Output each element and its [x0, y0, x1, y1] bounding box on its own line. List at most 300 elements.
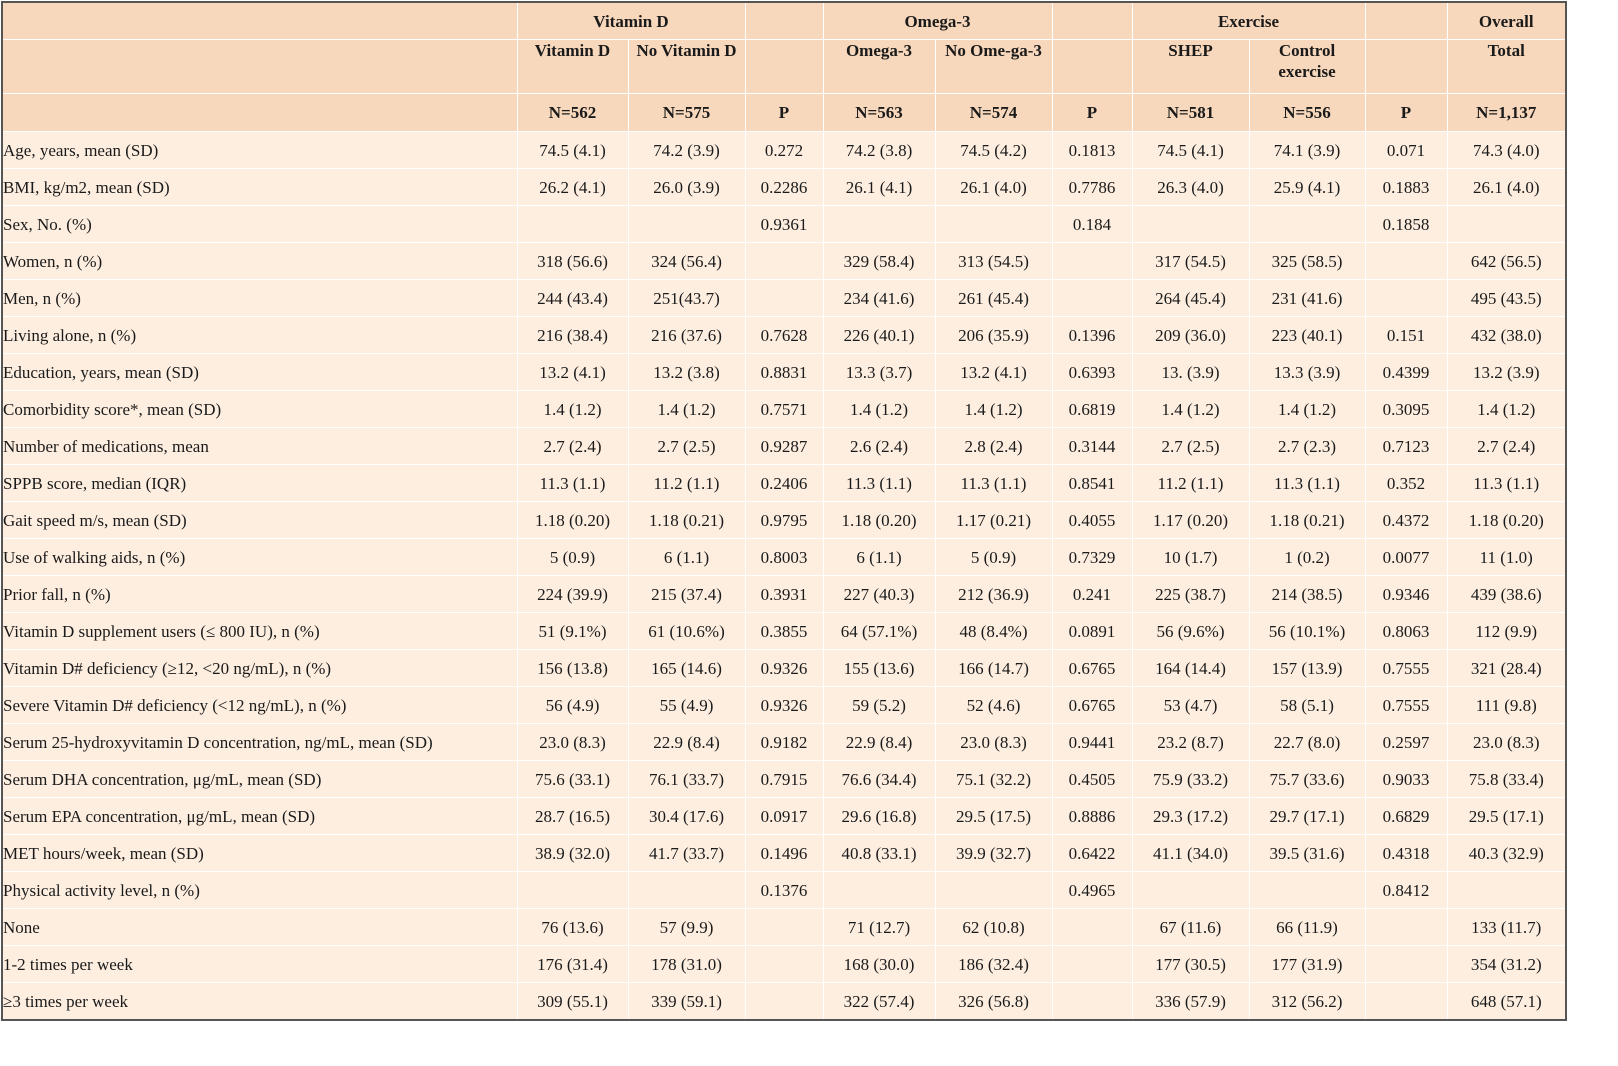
table-row	[2, 465, 1566, 502]
table-cell: 2.7 (2.5)	[1132, 428, 1249, 465]
p-value-cell: 0.8063	[1365, 613, 1447, 650]
row-label: Living alone, n (%)	[2, 317, 517, 354]
header-blank-cell	[745, 40, 823, 94]
table-cell	[823, 206, 935, 243]
p-value-cell	[1052, 946, 1132, 983]
p-value-cell: 0.9346	[1365, 576, 1447, 613]
table-cell: 53 (4.7)	[1132, 687, 1249, 724]
table-cell: 317 (54.5)	[1132, 243, 1249, 280]
table-cell: 11.3 (1.1)	[935, 465, 1052, 502]
table-row	[2, 687, 1566, 724]
table-cell: 74.5 (4.1)	[1132, 132, 1249, 169]
table-cell	[1132, 872, 1249, 909]
table-row	[2, 946, 1566, 983]
table-cell: 215 (37.4)	[628, 576, 745, 613]
table-cell: 224 (39.9)	[517, 576, 628, 613]
p-value-cell: 0.8831	[745, 354, 823, 391]
table-row	[2, 909, 1566, 946]
table-cell: 23.2 (8.7)	[1132, 724, 1249, 761]
p-value-cell: 0.0077	[1365, 539, 1447, 576]
table-cell: 216 (38.4)	[517, 317, 628, 354]
baseline-characteristics-table	[1, 1, 1567, 1021]
table-cell: 39.5 (31.6)	[1249, 835, 1365, 872]
table-cell: 1.4 (1.2)	[1249, 391, 1365, 428]
table-row	[2, 724, 1566, 761]
table-cell: 67 (11.6)	[1132, 909, 1249, 946]
p-value-cell	[1365, 243, 1447, 280]
table-cell: 648 (57.1)	[1447, 983, 1566, 1021]
table-row	[2, 391, 1566, 428]
table-cell: 40.3 (32.9)	[1447, 835, 1566, 872]
p-value-cell	[1365, 946, 1447, 983]
p-value-cell: 0.4399	[1365, 354, 1447, 391]
table-cell: 157 (13.9)	[1249, 650, 1365, 687]
table-cell: 55 (4.9)	[628, 687, 745, 724]
table-cell: 1.17 (0.20)	[1132, 502, 1249, 539]
row-label: Serum 25-hydroxyvitamin D concentration, ng/mL, mean (SD)	[2, 724, 517, 761]
p-value-cell: 0.3144	[1052, 428, 1132, 465]
table-cell: 212 (36.9)	[935, 576, 1052, 613]
header-group-row	[2, 2, 1566, 40]
p-value-cell: 0.9361	[745, 206, 823, 243]
table-row	[2, 428, 1566, 465]
table-cell: 2.8 (2.4)	[935, 428, 1052, 465]
header-blank-cell	[1052, 2, 1132, 40]
row-label: None	[2, 909, 517, 946]
table-cell: 322 (57.4)	[823, 983, 935, 1021]
p-value-cell: 0.9326	[745, 650, 823, 687]
table-cell: 26.1 (4.1)	[823, 169, 935, 206]
header-blank-cell	[1365, 40, 1447, 94]
p-value-cell: 0.9182	[745, 724, 823, 761]
subheader-omega-3: Omega-3	[823, 40, 935, 94]
table-cell: 1.18 (0.20)	[823, 502, 935, 539]
table-row	[2, 798, 1566, 835]
table-cell: 13. (3.9)	[1132, 354, 1249, 391]
table-cell: 2.7 (2.5)	[628, 428, 745, 465]
table-cell: 74.5 (4.1)	[517, 132, 628, 169]
header-corner-cell	[2, 94, 517, 132]
p-value-cell: 0.7628	[745, 317, 823, 354]
table-cell: 166 (14.7)	[935, 650, 1052, 687]
table-header	[2, 2, 1566, 132]
table-cell: 225 (38.7)	[1132, 576, 1249, 613]
table-cell: 41.7 (33.7)	[628, 835, 745, 872]
table-cell: 41.1 (34.0)	[1132, 835, 1249, 872]
table-cell: 261 (45.4)	[935, 280, 1052, 317]
table-cell: 354 (31.2)	[1447, 946, 1566, 983]
p-value-cell: 0.4505	[1052, 761, 1132, 798]
header-subgroup-row	[2, 40, 1566, 94]
table-row	[2, 613, 1566, 650]
table-cell: 22.9 (8.4)	[628, 724, 745, 761]
row-label: Use of walking aids, n (%)	[2, 539, 517, 576]
table-cell: 56 (9.6%)	[1132, 613, 1249, 650]
table-cell: 23.0 (8.3)	[935, 724, 1052, 761]
p-value-cell: 0.3855	[745, 613, 823, 650]
table-cell: 133 (11.7)	[1447, 909, 1566, 946]
p-value-cell: 0.4372	[1365, 502, 1447, 539]
table-cell: 1.4 (1.2)	[628, 391, 745, 428]
table-cell: 66 (11.9)	[1249, 909, 1365, 946]
table-cell: 1.4 (1.2)	[935, 391, 1052, 428]
table-cell: 39.9 (32.7)	[935, 835, 1052, 872]
n-cell: N=1,137	[1447, 94, 1566, 132]
table-cell: 231 (41.6)	[1249, 280, 1365, 317]
table-cell: 22.7 (8.0)	[1249, 724, 1365, 761]
table-cell: 1 (0.2)	[1249, 539, 1365, 576]
header-blank-cell	[1365, 2, 1447, 40]
row-label: Serum DHA concentration, μg/mL, mean (SD)	[2, 761, 517, 798]
table-cell: 1.4 (1.2)	[517, 391, 628, 428]
table-cell: 176 (31.4)	[517, 946, 628, 983]
p-value-cell: 0.184	[1052, 206, 1132, 243]
p-value-cell: 0.7915	[745, 761, 823, 798]
p-value-cell: 0.6819	[1052, 391, 1132, 428]
table-row	[2, 502, 1566, 539]
table-cell: 74.2 (3.8)	[823, 132, 935, 169]
table-cell: 75.7 (33.6)	[1249, 761, 1365, 798]
table-row	[2, 132, 1566, 169]
table-cell: 2.7 (2.4)	[517, 428, 628, 465]
table-cell: 57 (9.9)	[628, 909, 745, 946]
header-n-row	[2, 94, 1566, 132]
table-cell: 339 (59.1)	[628, 983, 745, 1021]
p-value-cell	[745, 280, 823, 317]
table-cell: 13.2 (4.1)	[517, 354, 628, 391]
n-cell: N=562	[517, 94, 628, 132]
table-cell: 156 (13.8)	[517, 650, 628, 687]
table-cell	[935, 206, 1052, 243]
table-cell: 23.0 (8.3)	[1447, 724, 1566, 761]
table-cell: 74.5 (4.2)	[935, 132, 1052, 169]
table-cell: 75.9 (33.2)	[1132, 761, 1249, 798]
table-cell: 177 (30.5)	[1132, 946, 1249, 983]
table-cell: 313 (54.5)	[935, 243, 1052, 280]
p-value-cell	[745, 909, 823, 946]
p-value-cell: 0.241	[1052, 576, 1132, 613]
table-cell: 25.9 (4.1)	[1249, 169, 1365, 206]
table-cell: 186 (32.4)	[935, 946, 1052, 983]
table-cell: 318 (56.6)	[517, 243, 628, 280]
subheader-no-vitamin-d: No Vitamin D	[628, 40, 745, 94]
table-cell: 61 (10.6%)	[628, 613, 745, 650]
table-cell	[823, 872, 935, 909]
table-cell	[1447, 206, 1566, 243]
table-cell: 495 (43.5)	[1447, 280, 1566, 317]
table-cell	[1447, 872, 1566, 909]
row-label: Comorbidity score*, mean (SD)	[2, 391, 517, 428]
p-value-cell: 0.3095	[1365, 391, 1447, 428]
group-header-omega-3: Omega-3	[823, 2, 1052, 40]
row-label: Vitamin D# deficiency (≥12, <20 ng/mL), n (%)	[2, 650, 517, 687]
table-cell: 112 (9.9)	[1447, 613, 1566, 650]
p-value-cell: 0.6829	[1365, 798, 1447, 835]
table-cell: 5 (0.9)	[517, 539, 628, 576]
table-row	[2, 317, 1566, 354]
table-cell: 13.2 (4.1)	[935, 354, 1052, 391]
p-header-cell: P	[1052, 94, 1132, 132]
table-cell	[628, 872, 745, 909]
table-cell: 326 (56.8)	[935, 983, 1052, 1021]
p-value-cell: 0.1496	[745, 835, 823, 872]
table-cell: 329 (58.4)	[823, 243, 935, 280]
p-value-cell: 0.2406	[745, 465, 823, 502]
table-cell: 216 (37.6)	[628, 317, 745, 354]
table-cell: 26.1 (4.0)	[935, 169, 1052, 206]
table-cell: 324 (56.4)	[628, 243, 745, 280]
table-cell: 165 (14.6)	[628, 650, 745, 687]
table-cell: 26.1 (4.0)	[1447, 169, 1566, 206]
table-cell: 1.18 (0.21)	[628, 502, 745, 539]
table-cell: 58 (5.1)	[1249, 687, 1365, 724]
table-cell: 11.3 (1.1)	[517, 465, 628, 502]
table-cell: 10 (1.7)	[1132, 539, 1249, 576]
header-blank-cell	[1052, 40, 1132, 94]
table-cell: 6 (1.1)	[628, 539, 745, 576]
subheader-no-omega-3: No Ome-ga-3	[935, 40, 1052, 94]
table-cell: 28.7 (16.5)	[517, 798, 628, 835]
table-cell: 321 (28.4)	[1447, 650, 1566, 687]
table-cell: 30.4 (17.6)	[628, 798, 745, 835]
table-cell: 62 (10.8)	[935, 909, 1052, 946]
table-cell: 111 (9.8)	[1447, 687, 1566, 724]
table-cell: 75.1 (32.2)	[935, 761, 1052, 798]
table-cell: 29.5 (17.5)	[935, 798, 1052, 835]
table-cell: 1.4 (1.2)	[1447, 391, 1566, 428]
table-cell: 11.2 (1.1)	[628, 465, 745, 502]
table-cell: 336 (57.9)	[1132, 983, 1249, 1021]
p-value-cell: 0.1376	[745, 872, 823, 909]
table-cell: 226 (40.1)	[823, 317, 935, 354]
p-value-cell: 0.0917	[745, 798, 823, 835]
table-cell: 5 (0.9)	[935, 539, 1052, 576]
table-cell: 164 (14.4)	[1132, 650, 1249, 687]
row-label: Severe Vitamin D# deficiency (<12 ng/mL), n (%)	[2, 687, 517, 724]
table-cell	[1249, 872, 1365, 909]
table-cell: 1.18 (0.20)	[1447, 502, 1566, 539]
p-value-cell	[745, 243, 823, 280]
row-label: Sex, No. (%)	[2, 206, 517, 243]
table-row	[2, 650, 1566, 687]
p-value-cell	[1365, 280, 1447, 317]
subheader-shep: SHEP	[1132, 40, 1249, 94]
row-label: MET hours/week, mean (SD)	[2, 835, 517, 872]
row-label: ≥3 times per week	[2, 983, 517, 1021]
row-label: Vitamin D supplement users (≤ 800 IU), n (%)	[2, 613, 517, 650]
table-cell: 26.2 (4.1)	[517, 169, 628, 206]
subheader-control-exercise: Control exercise	[1249, 40, 1365, 94]
table-cell: 312 (56.2)	[1249, 983, 1365, 1021]
row-label: BMI, kg/m2, mean (SD)	[2, 169, 517, 206]
p-value-cell: 0.7329	[1052, 539, 1132, 576]
table-cell: 56 (4.9)	[517, 687, 628, 724]
row-label: Serum EPA concentration, μg/mL, mean (SD)	[2, 798, 517, 835]
group-header-exercise: Exercise	[1132, 2, 1365, 40]
table-row	[2, 169, 1566, 206]
table-cell: 432 (38.0)	[1447, 317, 1566, 354]
table-cell: 22.9 (8.4)	[823, 724, 935, 761]
p-value-cell: 0.8412	[1365, 872, 1447, 909]
row-label: Men, n (%)	[2, 280, 517, 317]
p-value-cell: 0.7123	[1365, 428, 1447, 465]
table-body	[2, 132, 1566, 1021]
p-value-cell: 0.9287	[745, 428, 823, 465]
p-value-cell: 0.1813	[1052, 132, 1132, 169]
table-cell: 2.7 (2.4)	[1447, 428, 1566, 465]
table-cell	[1132, 206, 1249, 243]
p-value-cell: 0.6422	[1052, 835, 1132, 872]
table-cell: 1.4 (1.2)	[823, 391, 935, 428]
table-cell: 11.3 (1.1)	[1249, 465, 1365, 502]
p-value-cell: 0.8886	[1052, 798, 1132, 835]
table-cell: 2.6 (2.4)	[823, 428, 935, 465]
table-cell: 29.6 (16.8)	[823, 798, 935, 835]
header-corner-cell	[2, 40, 517, 94]
p-value-cell	[1365, 909, 1447, 946]
row-label: Age, years, mean (SD)	[2, 132, 517, 169]
table-cell: 325 (58.5)	[1249, 243, 1365, 280]
table-cell	[517, 206, 628, 243]
p-value-cell: 0.4965	[1052, 872, 1132, 909]
row-label: 1-2 times per week	[2, 946, 517, 983]
table-row	[2, 206, 1566, 243]
table-cell: 6 (1.1)	[823, 539, 935, 576]
table-cell: 51 (9.1%)	[517, 613, 628, 650]
table-cell: 1.4 (1.2)	[1132, 391, 1249, 428]
table-cell: 11.3 (1.1)	[1447, 465, 1566, 502]
table-cell: 76 (13.6)	[517, 909, 628, 946]
n-cell: N=574	[935, 94, 1052, 132]
p-value-cell: 0.9795	[745, 502, 823, 539]
table-cell: 244 (43.4)	[517, 280, 628, 317]
p-value-cell: 0.3931	[745, 576, 823, 613]
header-corner-cell	[2, 2, 517, 40]
table-cell	[935, 872, 1052, 909]
table-cell: 1.18 (0.21)	[1249, 502, 1365, 539]
p-value-cell	[1052, 280, 1132, 317]
p-value-cell: 0.9033	[1365, 761, 1447, 798]
table-cell: 1.18 (0.20)	[517, 502, 628, 539]
table-cell: 214 (38.5)	[1249, 576, 1365, 613]
row-label: Prior fall, n (%)	[2, 576, 517, 613]
subheader-vitamin-d: Vitamin D	[517, 40, 628, 94]
table-row	[2, 983, 1566, 1021]
table-cell: 29.5 (17.1)	[1447, 798, 1566, 835]
table-cell: 11.2 (1.1)	[1132, 465, 1249, 502]
p-value-cell: 0.2286	[745, 169, 823, 206]
p-value-cell: 0.7555	[1365, 687, 1447, 724]
p-value-cell: 0.7786	[1052, 169, 1132, 206]
p-value-cell	[1365, 983, 1447, 1021]
table-row	[2, 243, 1566, 280]
table-cell	[1249, 206, 1365, 243]
table-cell: 75.8 (33.4)	[1447, 761, 1566, 798]
row-label: Gait speed m/s, mean (SD)	[2, 502, 517, 539]
table-cell: 71 (12.7)	[823, 909, 935, 946]
p-value-cell: 0.6393	[1052, 354, 1132, 391]
table-cell: 74.3 (4.0)	[1447, 132, 1566, 169]
table-row	[2, 761, 1566, 798]
p-value-cell	[1052, 983, 1132, 1021]
p-value-cell: 0.071	[1365, 132, 1447, 169]
table-cell: 1.17 (0.21)	[935, 502, 1052, 539]
table-cell	[517, 872, 628, 909]
table-row	[2, 835, 1566, 872]
table-cell: 13.3 (3.9)	[1249, 354, 1365, 391]
table-cell: 76.6 (34.4)	[823, 761, 935, 798]
row-label: Education, years, mean (SD)	[2, 354, 517, 391]
p-value-cell: 0.1883	[1365, 169, 1447, 206]
table-cell: 264 (45.4)	[1132, 280, 1249, 317]
table-cell: 13.2 (3.9)	[1447, 354, 1566, 391]
table-cell: 40.8 (33.1)	[823, 835, 935, 872]
table-cell: 29.7 (17.1)	[1249, 798, 1365, 835]
table-row	[2, 576, 1566, 613]
p-value-cell: 0.1396	[1052, 317, 1132, 354]
p-value-cell: 0.6765	[1052, 687, 1132, 724]
p-value-cell: 0.8541	[1052, 465, 1132, 502]
table-cell: 11 (1.0)	[1447, 539, 1566, 576]
table-row	[2, 354, 1566, 391]
row-label: Women, n (%)	[2, 243, 517, 280]
table-cell: 74.1 (3.9)	[1249, 132, 1365, 169]
table-cell: 439 (38.6)	[1447, 576, 1566, 613]
p-value-cell: 0.352	[1365, 465, 1447, 502]
p-value-cell: 0.1858	[1365, 206, 1447, 243]
table-cell: 26.3 (4.0)	[1132, 169, 1249, 206]
table-cell: 75.6 (33.1)	[517, 761, 628, 798]
table-cell: 209 (36.0)	[1132, 317, 1249, 354]
p-value-cell: 0.4318	[1365, 835, 1447, 872]
table-row	[2, 539, 1566, 576]
p-value-cell: 0.9441	[1052, 724, 1132, 761]
p-value-cell: 0.272	[745, 132, 823, 169]
table-cell: 64 (57.1%)	[823, 613, 935, 650]
table-cell: 23.0 (8.3)	[517, 724, 628, 761]
p-value-cell: 0.0891	[1052, 613, 1132, 650]
n-cell: N=556	[1249, 94, 1365, 132]
p-header-cell: P	[745, 94, 823, 132]
table-cell: 227 (40.3)	[823, 576, 935, 613]
table-cell: 29.3 (17.2)	[1132, 798, 1249, 835]
table-cell: 642 (56.5)	[1447, 243, 1566, 280]
p-value-cell: 0.4055	[1052, 502, 1132, 539]
table-cell: 155 (13.6)	[823, 650, 935, 687]
table-row	[2, 280, 1566, 317]
row-label: Number of medications, mean	[2, 428, 517, 465]
table-cell	[628, 206, 745, 243]
table-cell: 74.2 (3.9)	[628, 132, 745, 169]
p-value-cell	[745, 983, 823, 1021]
p-value-cell: 0.151	[1365, 317, 1447, 354]
p-value-cell	[1052, 909, 1132, 946]
table-cell: 56 (10.1%)	[1249, 613, 1365, 650]
n-cell: N=581	[1132, 94, 1249, 132]
table-cell: 38.9 (32.0)	[517, 835, 628, 872]
table-cell: 52 (4.6)	[935, 687, 1052, 724]
table-cell: 13.3 (3.7)	[823, 354, 935, 391]
row-label: Physical activity level, n (%)	[2, 872, 517, 909]
table-cell: 59 (5.2)	[823, 687, 935, 724]
table-cell: 206 (35.9)	[935, 317, 1052, 354]
p-value-cell	[1052, 243, 1132, 280]
group-header-vitamin-d: Vitamin D	[517, 2, 745, 40]
table-cell: 223 (40.1)	[1249, 317, 1365, 354]
p-value-cell: 0.7555	[1365, 650, 1447, 687]
table-cell: 309 (55.1)	[517, 983, 628, 1021]
p-value-cell: 0.2597	[1365, 724, 1447, 761]
